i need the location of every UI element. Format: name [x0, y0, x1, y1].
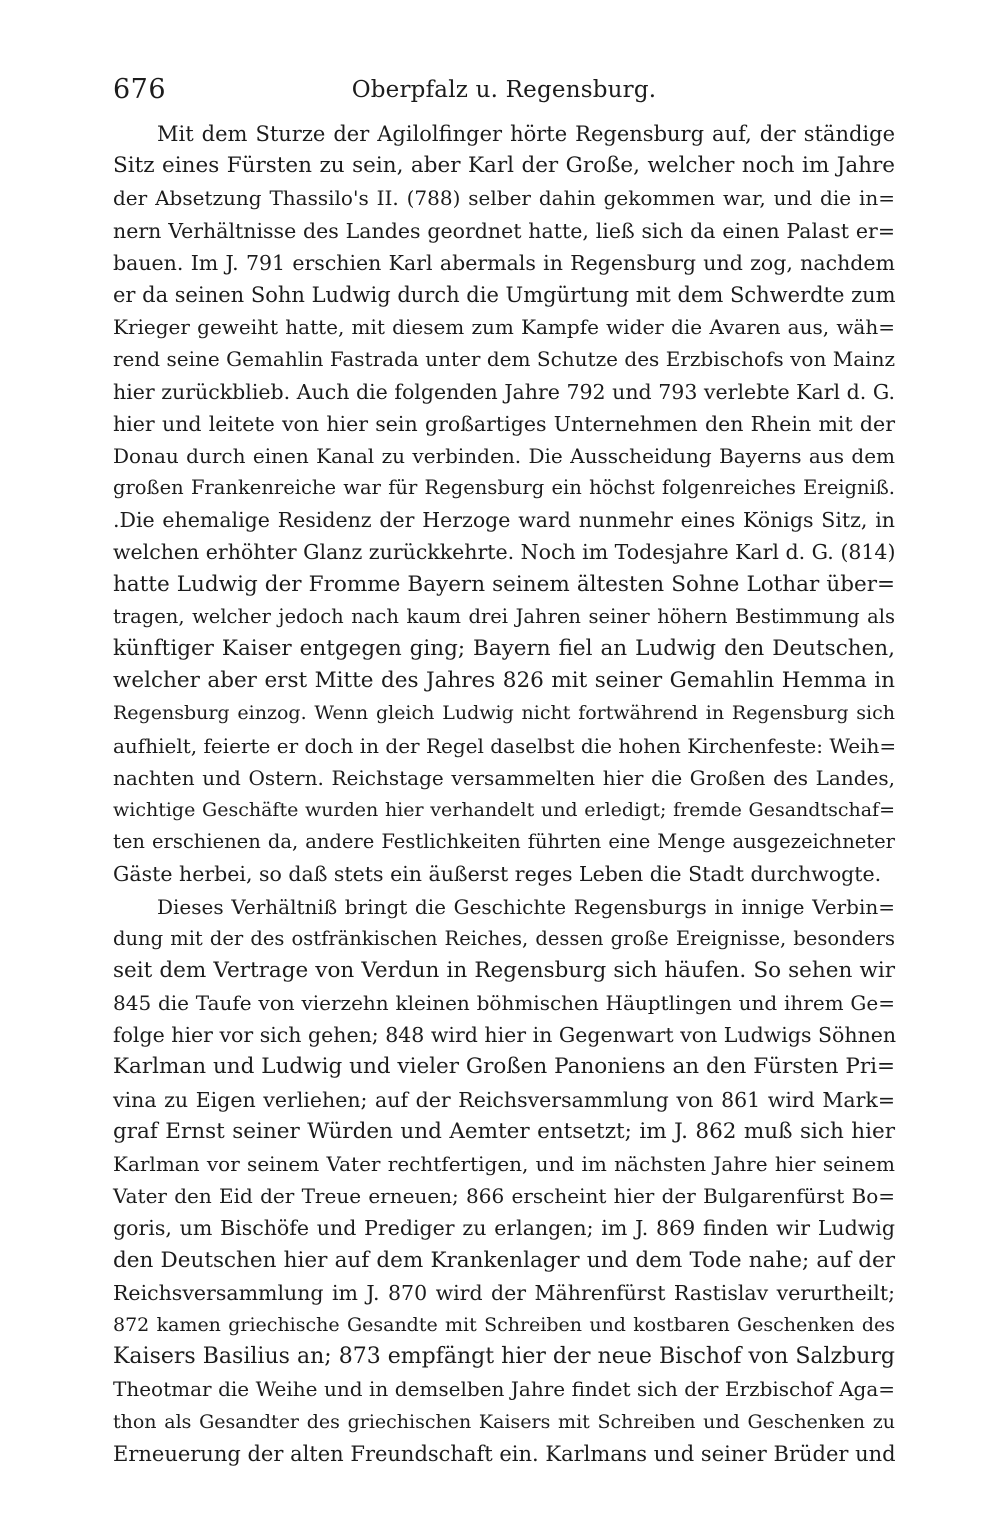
text-line: hier und leitete von hier sein großartiges Unternehmen den Rhein mit der: [113, 411, 895, 436]
text-line: seit dem Vertrage von Verdun in Regensburg sich häufen. So sehen wir: [113, 957, 895, 983]
page-number: 676: [113, 74, 167, 105]
body-text: [113, 118, 895, 1470]
text-line: welcher aber erst Mitte des Jahres 826 mit seiner Gemahlin Hemma in: [113, 668, 895, 694]
text-line: Karlman und Ludwig und vieler Großen Panoniens an den Fürsten Pri=: [113, 1054, 895, 1080]
page-header: [113, 72, 895, 108]
text-line: rend seine Gemahlin Fastrada unter dem Schutze des Erzbischofs von Mainz: [113, 347, 895, 372]
text-line: 872 kamen griechische Gesandte mit Schreiben und kostbaren Geschenken des: [113, 1313, 895, 1336]
text-line: großen Frankenreiche war für Regensburg ein höchst folgenreiches Ereigniß.: [113, 476, 895, 500]
running-title: Oberpfalz u. Regensburg.: [351, 77, 657, 103]
text-line: tragen, welcher jedoch nach kaum drei Jahren seiner höhern Bestimmung als: [113, 604, 895, 628]
text-line: Theotmar die Weihe und in demselben Jahre findet sich der Erzbischof Aga=: [113, 1377, 895, 1402]
text-line: hier zurückblieb. Auch die folgenden Jahre 792 und 793 verlebte Karl d. G.: [113, 379, 895, 404]
text-line: Sitz eines Fürsten zu sein, aber Karl der Große, welcher noch im Jahre: [113, 153, 895, 179]
text-line: Mit dem Sturze der Agilolfinger hörte Regensburg auf, der ständige: [157, 122, 895, 146]
text-line: Vater den Eid der Treue erneuen; 866 erscheint hier der Bulgarenfürst Bo=: [113, 1184, 895, 1209]
text-line: 845 die Taufe von vierzehn kleinen böhmischen Häuptlingen und ihrem Ge=: [113, 991, 895, 1016]
text-line: welchen erhöhter Glanz zurückkehrte. Noch im Todesjahre Karl d. G. (814): [113, 540, 896, 565]
paragraph: [113, 118, 895, 891]
text-line: Gäste herbei, so daß stets ein äußerst reges Leben die Stadt durchwogte.: [113, 862, 882, 887]
text-line: Regensburg einzog. Wenn gleich Ludwig nicht fortwährend in Regensburg sich: [113, 702, 895, 725]
text-line: bauen. Im J. 791 erschien Karl abermals in Regensburg und zog, nachdem: [113, 250, 895, 275]
text-line: vina zu Eigen verliehen; auf der Reichsversammlung von 861 wird Mark=: [113, 1087, 895, 1112]
text-line: Erneuerung der alten Freundschaft ein. Karlmans und seiner Brüder und: [113, 1441, 896, 1466]
text-line: den Deutschen hier auf dem Krankenlager und dem Tode nahe; auf der: [113, 1247, 895, 1273]
text-line: Karlman vor seinem Vater rechtfertigen, und im nächsten Jahre hier seinem: [113, 1152, 895, 1176]
paragraph: [113, 891, 895, 1470]
text-line: ten erschienen da, andere Festlichkeiten führten eine Menge ausgezeichneter: [113, 830, 895, 854]
text-line: er da seinen Sohn Ludwig durch die Umgürtung mit dem Schwerdte zum: [113, 282, 896, 307]
text-line: thon als Gesandter des griechischen Kaisers mit Schreiben und Geschenken zu: [113, 1410, 895, 1433]
text-line: Dieses Verhältniß bringt die Geschichte Regensburgs in innige Verbin=: [157, 894, 895, 919]
text-line: nachten und Ostern. Reichstage versammelten hier die Großen des Landes,: [113, 765, 895, 790]
text-line: dung mit der des ostfränkischen Reiches, dessen große Ereignisse, besonders: [113, 926, 895, 950]
text-line: künftiger Kaiser entgegen ging; Bayern fiel an Ludwig den Deutschen,: [113, 636, 895, 661]
text-line: goris, um Bischöfe und Prediger zu erlangen; im J. 869 finden wir Ludwig: [113, 1216, 895, 1241]
text-line: wichtige Geschäfte wurden hier verhandelt und erledigt; fremde Gesandtschaf=: [113, 798, 895, 821]
text-line: der Absetzung Thassilo's II. (788) selber dahin gekommen war, und die in=: [113, 186, 895, 211]
text-line: Kaisers Basilius an; 873 empfängt hier der neue Bischof von Salzburg: [113, 1344, 895, 1370]
text-line: folge hier vor sich gehen; 848 wird hier in Gegenwart von Ludwigs Söhnen: [113, 1023, 897, 1048]
text-line: nern Verhältnisse des Landes geordnet hatte, ließ sich da einen Palast er=: [113, 218, 895, 243]
text-line: .Die ehemalige Residenz der Herzoge ward nunmehr eines Königs Sitz, in: [113, 508, 895, 533]
text-line: graf Ernst seiner Würden und Aemter entsetzt; im J. 862 muß sich hier: [113, 1118, 895, 1144]
text-line: Krieger geweiht hatte, mit diesem zum Kampfe wider die Avaren aus, wäh=: [113, 315, 895, 340]
text-line: Donau durch einen Kanal zu verbinden. Die Ausscheidung Bayerns aus dem: [113, 443, 895, 468]
text-line: Reichsversammlung im J. 870 wird der Mährenfürst Rastislav verurtheilt;: [113, 1280, 895, 1305]
text-line: hatte Ludwig der Fromme Bayern seinem ältesten Sohne Lothar über=: [113, 571, 895, 597]
text-line: aufhielt, feierte er doch in der Regel daselbst die hohen Kirchenfeste: Weih=: [113, 733, 897, 758]
